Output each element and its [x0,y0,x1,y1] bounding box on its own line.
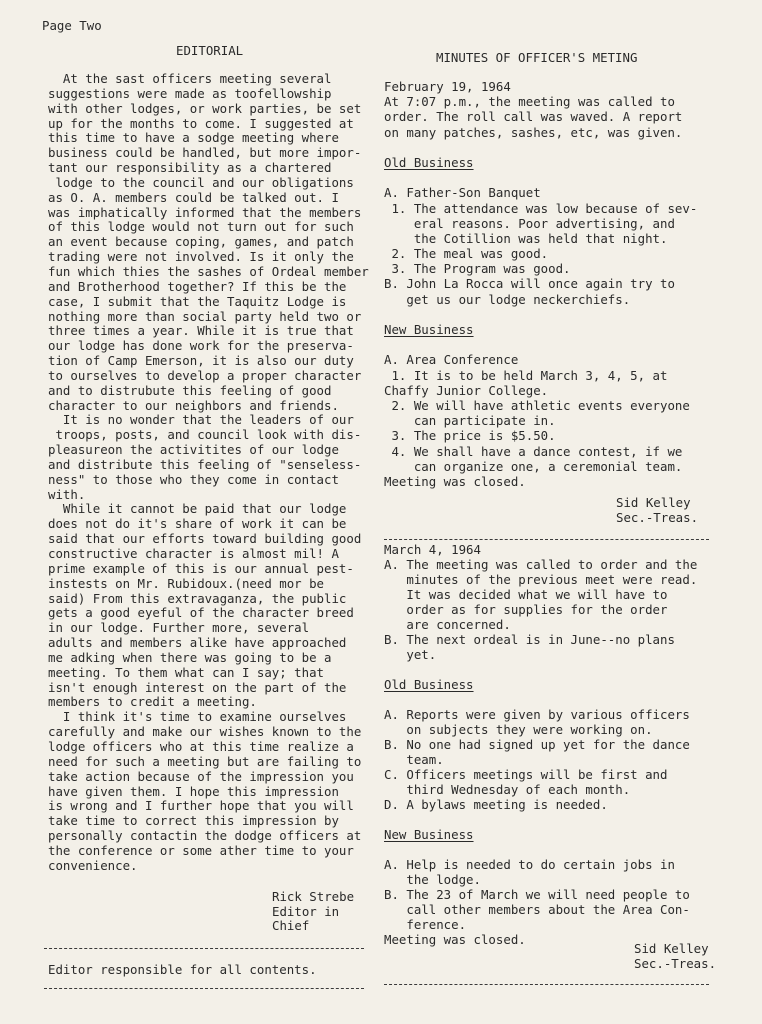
text-line: order. The roll call was waved. A report [384,109,683,125]
text-line: trading were not involved. Is it only the [48,249,354,265]
text-line: It is no wonder that the leaders of our [48,412,354,428]
text-line: 1. It is to be held March 3, 4, 5, at [384,367,668,383]
text-line: D. A bylaws meeting is needed. [384,797,608,812]
text-line: the conference or some ather time to your [48,842,354,858]
text-line: case, I submit that the Taquitz Lodge is [48,293,347,309]
divider-right [384,539,709,540]
text-line: of this lodge would not turn out for such [48,219,354,235]
text-line: 3. The price is $5.50. [384,428,556,444]
text-line: While it cannot be paid that our lodge [48,501,347,517]
text-line: A. Help is needed to do certain jobs in [384,857,675,872]
text-line: instests on Mr. Rubidoux.(need mor be [48,575,325,591]
text-line: third Wednesday of each month. [384,782,631,797]
text-line: the lodge. [384,872,481,887]
text-line [384,663,724,678]
text-line: and distribute this feeling of "senseless- [48,456,362,472]
text-line: three times a year. While it is true that [48,323,354,339]
text-line: is wrong and I further hope that you will [48,798,354,814]
text-line: 1. The attendance was low because of sev- [384,200,698,216]
text-line: are concerned. [384,617,511,632]
text-line: B. No one had signed up yet for the dance [384,737,690,752]
text-line: was imphatically informed that the members [48,204,362,220]
signature-line: Chief [272,918,310,934]
editorial-signature [272,890,354,934]
text-line: character to our neighbors and friends. [48,397,339,413]
text-line: tion of Camp Emerson, it is also our duty [48,353,354,369]
text-line: A. The meeting was called to order and the [384,557,698,572]
text-line [384,338,724,353]
text-line: to ourselves to develop a proper character [48,367,362,383]
text-line: convenience. [48,857,138,873]
editorial-body [48,72,378,874]
text-line: C. Officers meetings will be first and [384,767,668,782]
text-line: Meeting was closed. [384,473,526,489]
text-line: Meeting was closed. [384,932,526,947]
text-line [384,813,724,828]
section-heading: New Business [384,322,474,337]
text-line: this time to have a sodge meeting where [48,130,339,146]
text-line: our lodge has done work for the preserva- [48,338,354,354]
text-line: said that our efforts toward building good [48,531,362,547]
text-line: does not do it's share of work it can be [48,516,347,532]
text-line: get us our lodge neckerchiefs. [384,291,631,307]
text-line: fun which thies the sashes of Ordeal member [48,263,369,279]
text-line: ference. [384,917,467,932]
text-line: A. Reports were given by various officers [384,707,690,722]
text-line: B. The 23 of March we will need people to [384,887,690,902]
section-heading: New Business [384,827,474,842]
text-line [384,843,724,858]
text-line: B. John La Rocca will once again try to [384,276,675,292]
text-line: 2. We will have athletic events everyone [384,397,690,413]
text-line: constructive character is almost mil! A [48,546,339,561]
minutes-meeting-feb [384,80,724,490]
editorial-footer: Editor responsible for all contents. [48,962,317,977]
text-line: and Brotherhood together? If this be the [48,278,347,294]
text-line: prime example of this is our annual pest- [48,560,354,576]
text-line: on subjects they were working on. [384,722,653,737]
text-line: in our lodge. Further more, several [48,620,310,636]
text-line: adults and members alike have approached [48,635,347,651]
text-line [384,141,724,156]
signature-line: Sec.-Treas. [616,509,699,525]
text-line: nothing more than social party held two or [48,308,362,324]
text-line [384,308,724,323]
section-heading: Old Business [384,154,474,170]
text-line: call other members about the Area Con- [384,902,690,917]
text-line: At the sast officers meeting several [48,71,332,86]
section-heading: Old Business [384,677,474,692]
divider-right-bottom [384,984,709,985]
text-line: lodge to the council and our obligations [48,174,354,190]
text-line: A. Father-Son Banquet [384,185,541,201]
signature-line: Rick Strebe [272,889,355,904]
minutes-signature-2 [634,942,716,971]
text-line: me adking when there was going to be a [48,649,332,665]
text-line: take action because of the impression you [48,768,354,784]
text-line: with other lodges, or work parties, be set [48,100,362,116]
minutes-signature-1 [616,496,698,525]
text-line: the Cotillion was held that night. [384,230,668,246]
divider-left-bottom [44,988,364,989]
text-line: carefully and make our wishes known to the [48,724,362,740]
text-line: suggestions were made as toofellowship [48,85,332,101]
text-line: personally contactin the dodge officers at [48,828,362,844]
text-line: gets a good eyeful of the character breed [48,605,354,621]
text-line: troops, posts, and council look with dis- [48,427,362,443]
editorial-heading: EDITORIAL [176,43,244,58]
text-line: members to credit a meeting. [48,694,257,710]
text-line: lodge officers who at this time realize a [48,738,354,754]
text-line: order as for supplies for the order [384,602,668,617]
text-line: on many patches, sashes, etc, was given. [384,124,683,140]
text-line: have given them. I hope this impression [48,783,339,799]
text-line: I think it's time to examine ourselves [48,709,347,725]
text-line: meeting. To them what can I say; that [48,664,325,680]
text-line: February 19, 1964 [384,79,511,94]
text-line: ness" to those who they come in contact [48,471,339,487]
text-line: A. Area Conference [384,352,519,368]
text-line: team. [384,752,444,767]
text-line: 4. We shall have a dance contest, if we [384,443,683,459]
text-line: pleasureon the activitites of our lodge [48,442,339,458]
text-line: with. [48,486,86,502]
divider-left [44,948,364,949]
text-line: an event because coping, games, and patch [48,234,354,250]
text-line: as O. A. members could be talked out. I [48,189,339,205]
text-line: and to distrubute this feeling of good [48,382,332,398]
text-line: 3. The Program was good. [384,261,571,277]
text-line: need for such a meeting but are failing to [48,753,362,769]
text-line: up for the months to come. I suggested at [48,115,354,131]
text-line [384,171,724,186]
signature-line: Sid Kelley [634,941,709,956]
text-line: March 4, 1964 [384,542,481,557]
text-line: B. The next ordeal is in June--no plans [384,632,675,647]
signature-line: Editor in [272,903,340,919]
text-line: business could be handled, but more impor- [48,145,362,161]
minutes-heading: MINUTES OF OFFICER'S METING [436,50,638,65]
text-line: eral reasons. Poor advertising, and [384,215,675,231]
text-line: yet. [384,647,437,662]
text-line: take time to correct this impression by [48,813,339,829]
text-line: can participate in. [384,413,556,429]
text-line: Chaffy Junior College. [384,382,549,398]
text-line: can organize one, a ceremonial team. [384,458,683,474]
text-line: It was decided what we will have to [384,587,668,602]
text-line: minutes of the previous meet were read. [384,572,698,587]
signature-line: Sec.-Treas. [634,955,717,971]
text-line: isn't enough interest on the part of the [48,679,347,695]
signature-line: Sid Kelley [616,495,691,510]
text-line [384,693,724,708]
text-line: said) From this extravaganza, the public [48,590,347,606]
minutes-meeting-mar [384,543,724,948]
text-line: At 7:07 p.m., the meeting was called to [384,94,675,110]
text-line: tant our responsibility as a chartered [48,160,332,176]
text-line: 2. The meal was good. [384,246,549,262]
page-label: Page Two [42,18,102,33]
